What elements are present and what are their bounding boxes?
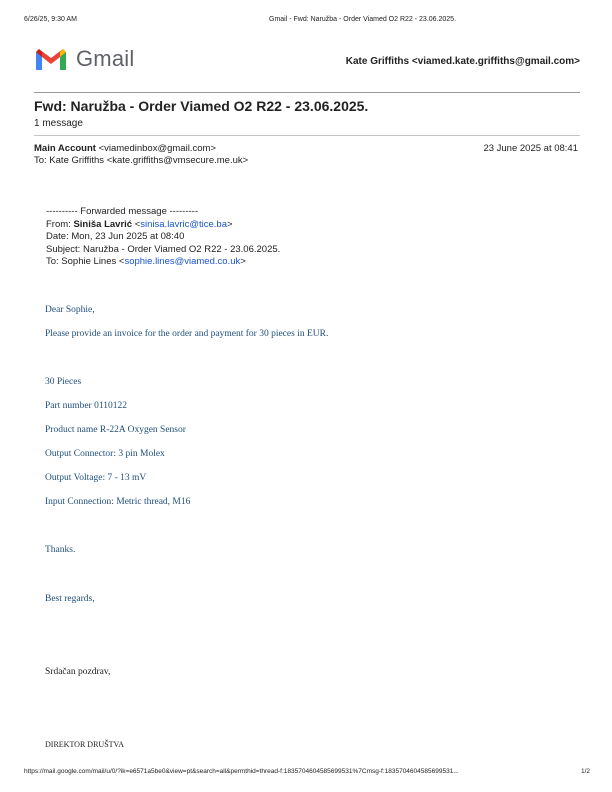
sender-name: Main Account — [34, 143, 96, 154]
print-url: https://mail.google.com/mail/u/0/?ik=e6571a5be0&view=pt&search=all&permthid=thread-f:1835704604585699531%7Cmsg-f:1835704604585699531... — [24, 768, 459, 775]
message-count: 1 message — [34, 118, 83, 129]
body-part-number: Part number 0110122 — [45, 401, 127, 411]
body-regards: Best regards, — [45, 594, 95, 604]
page-number: 1/2 — [580, 768, 590, 775]
body-pieces: 30 Pieces — [45, 377, 82, 387]
body-greeting: Dear Sophie, — [45, 305, 95, 315]
message-date: 23 June 2025 at 08:41 — [483, 143, 578, 154]
body-product-name: Product name R-22A Oxygen Sensor — [45, 425, 186, 435]
logo-row — [34, 46, 580, 76]
gmail-m-icon — [34, 46, 68, 72]
print-page-title: Gmail - Fwd: Naružba - Order Viamed O2 R22 - 23.06.2025. — [269, 16, 457, 23]
forwarded-to: To: Sophie Lines <sophie.lines@viamed.co.uk> — [46, 256, 246, 267]
body-request: Please provide an invoice for the order and payment for 30 pieces in EUR. — [45, 329, 329, 339]
thread-subject: Fwd: Naružba - Order Viamed O2 R22 - 23.06.2025. — [34, 98, 369, 114]
message-from — [34, 143, 216, 154]
forwarded-header — [46, 206, 280, 269]
forwarded-from: From: Siniša Lavrić <sinisa.lavric@tice.ba> — [46, 218, 233, 230]
sender-email: <viamedinbox@gmail.com> — [98, 143, 216, 154]
print-datetime: 6/26/25, 9:30 AM — [24, 16, 77, 23]
forwarded-to-email-link[interactable]: sophie.lines@viamed.co.uk — [124, 256, 241, 267]
forwarded-date: Date: Mon, 23 Jun 2025 at 08:40 — [46, 231, 185, 242]
forwarded-subject: Subject: Naružba - Order Viamed O2 R22 - 23.06.2025. — [46, 243, 281, 255]
gmail-logo[interactable] — [34, 46, 134, 72]
forwarded-from-name: Siniša Lavrić — [73, 218, 133, 230]
body-thanks: Thanks. — [45, 545, 76, 555]
message-to: To: Kate Griffiths <kate.griffiths@vmsecure.me.uk> — [34, 155, 249, 166]
body-closing-local: Srdačan pozdrav, — [45, 667, 111, 677]
header-divider — [34, 92, 580, 93]
forwarded-separator: ---------- Forwarded message --------- — [46, 206, 198, 217]
body-director: DIREKTOR DRUŠTVA — [45, 740, 125, 749]
forwarded-from-email-link[interactable]: sinisa.lavric@tice.ba — [140, 218, 227, 230]
body-output-connector: Output Connector: 3 pin Molex — [45, 449, 165, 459]
subject-divider — [34, 135, 580, 136]
gmail-wordmark: Gmail — [76, 46, 135, 71]
account-user: Kate Griffiths <viamed.kate.griffiths@gmail.com> — [345, 56, 580, 67]
body-output-voltage: Output Voltage: 7 - 13 mV — [45, 473, 147, 483]
body-input-connection: Input Connection: Metric thread, M16 — [45, 497, 191, 507]
